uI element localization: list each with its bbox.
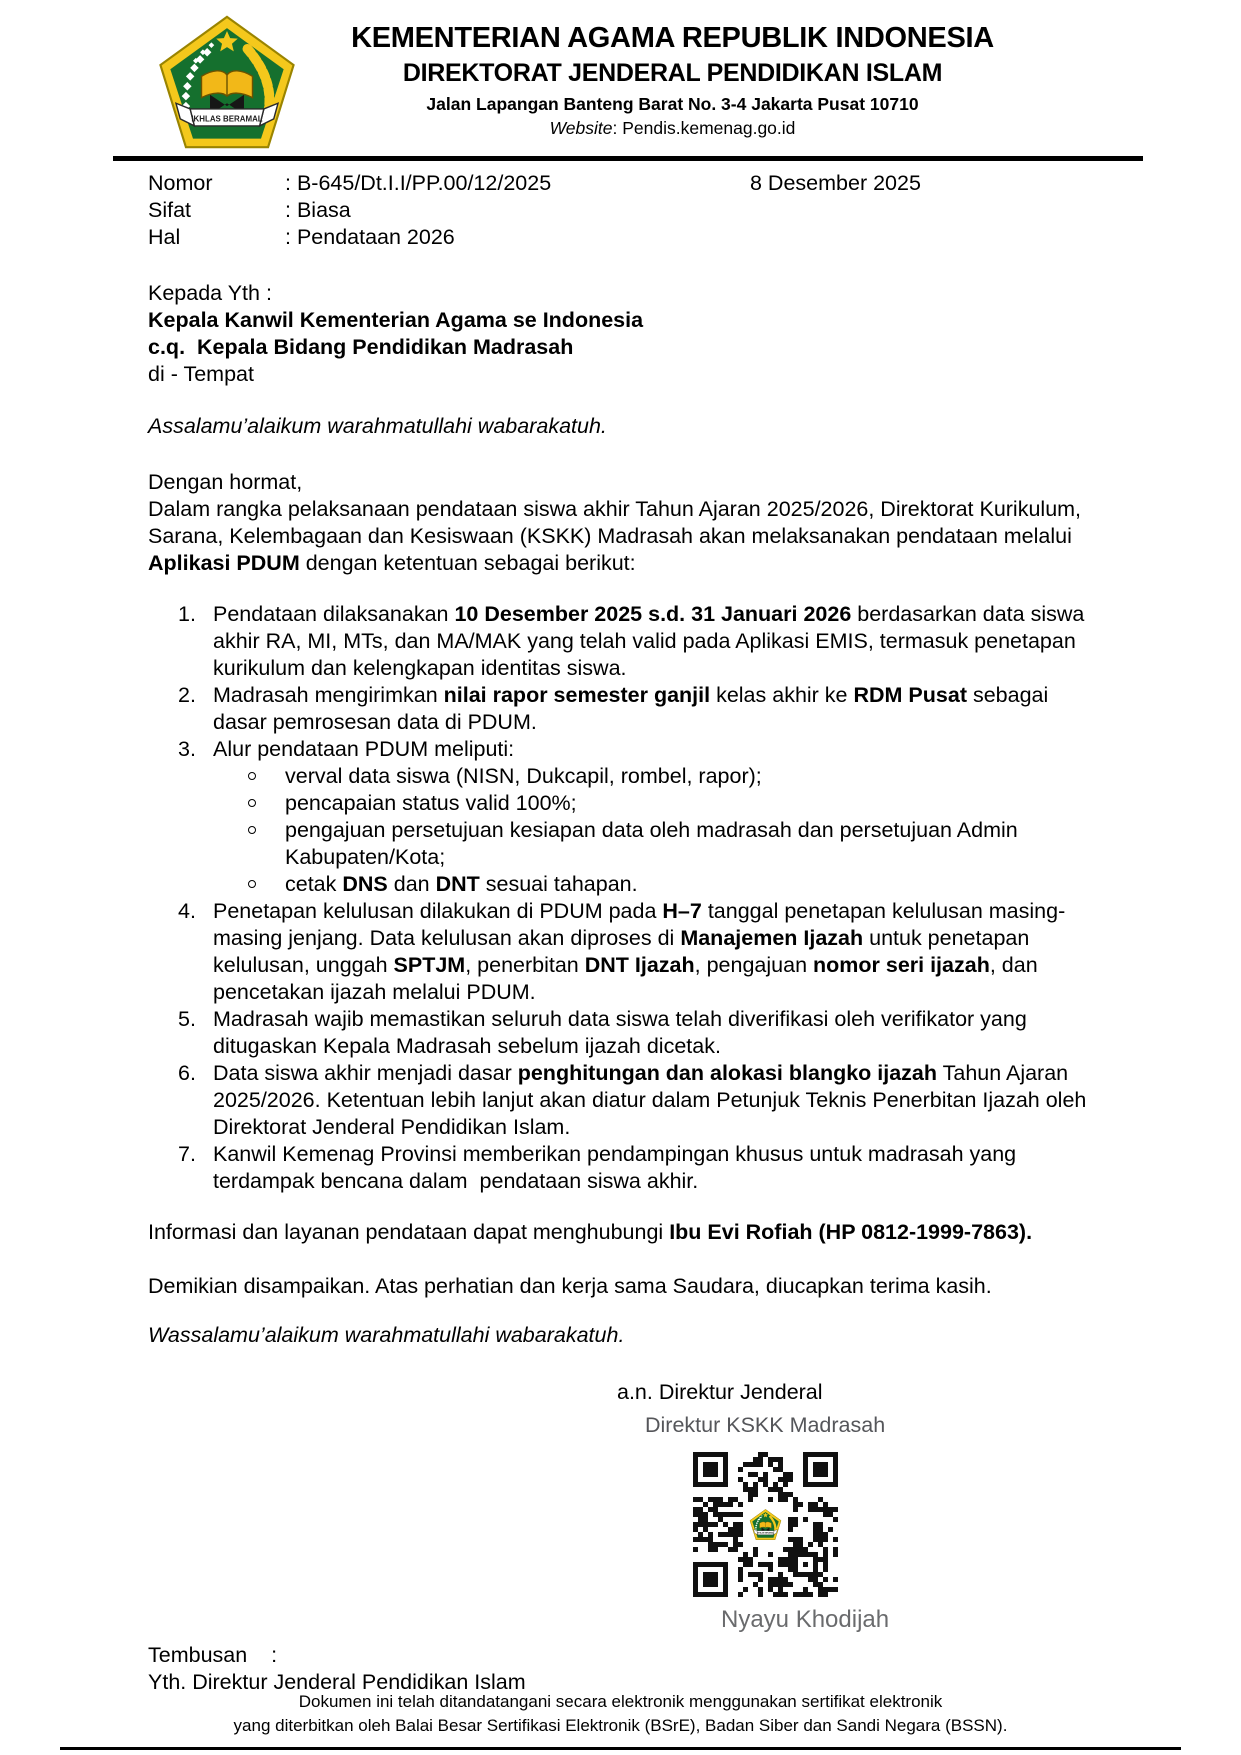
closing-salutation: Wassalamu’alaikum warahmatullahi wabarakatuh. — [148, 1323, 625, 1347]
sub-item-text: cetak DNS dan DNT sesuai tahapan. — [285, 872, 638, 896]
item-text: Madrasah wajib memastikan seluruh data siswa telah diverifikasi oleh verifikator yang ditugaskan Kepala Madrasah sebelum ijazah dicetak. — [213, 1007, 1033, 1058]
item-text: Data siswa akhir menjadi dasar penghitungan dan alokasi blangko ijazah Tahun Ajaran 2025/2026. Ketentuan lebih lanjut akan diatur dalam Petunjuk Teknis Penerbitan Ijazah oleh Direktorat Jenderal Pendidikan Islam. — [213, 1061, 1093, 1139]
sub-list-item — [213, 763, 1096, 790]
tembusan-label: Tembusan : — [148, 1643, 278, 1667]
qr-code-image — [693, 1452, 838, 1597]
sub-item-text: pengajuan persetujuan kesiapan data oleh madrasah dan persetujuan Admin Kabupaten/Kota; — [285, 818, 1024, 869]
item-number: 1. — [178, 602, 196, 626]
item-number: 7. — [178, 1142, 196, 1166]
meta-row-nomor — [148, 170, 1096, 197]
sub-item-text: verval data siswa (NISN, Dukcapil, rombel, rapor); — [285, 764, 762, 788]
intro-paragraph — [148, 469, 1096, 577]
item-text: Kanwil Kemenag Provinsi memberikan pendampingan khusus untuk madrasah yang terdampak bencana dalam pendataan siswa akhir. — [213, 1142, 1023, 1193]
ministry-name: KEMENTERIAN AGAMA REPUBLIK INDONESIA — [351, 22, 994, 54]
circle-bullet-icon — [248, 880, 256, 888]
meta-value: : Pendataan 2026 — [285, 225, 455, 249]
tembusan-recipient: Yth. Direktur Jenderal Pendidikan Islam — [148, 1670, 526, 1694]
greeting-line: Dengan hormat, — [148, 470, 303, 494]
letter-date: 8 Desember 2025 — [750, 171, 921, 195]
signatory-name: Nyayu Khodijah — [721, 1606, 890, 1633]
website-label: Website — [549, 118, 613, 138]
signature-on-behalf: a.n. Direktur Jenderal — [617, 1380, 823, 1404]
item-number: 3. — [178, 737, 196, 761]
item-number: 4. — [178, 899, 196, 923]
meta-row-hal — [148, 224, 1096, 251]
sub-list-item — [213, 871, 1096, 898]
kemenag-logo-icon — [156, 14, 298, 150]
recipient-block — [148, 280, 1096, 388]
bottom-divider — [60, 1747, 1181, 1750]
recipient-line: c.q. Kepala Bidang Pendidikan Madrasah — [148, 335, 574, 359]
opening-salutation: Assalamu’alaikum warahmatullahi wabarakatuh. — [148, 414, 607, 438]
item-text: Madrasah mengirimkan nilai rapor semester ganjil kelas akhir ke RDM Pusat sebagai dasar pemrosesan data di PDUM. — [213, 683, 1055, 734]
list-item-4 — [148, 898, 1096, 1006]
provision-list — [148, 601, 1096, 1195]
meta-label: Sifat — [148, 198, 192, 222]
meta-section — [148, 170, 1096, 251]
list-item-2 — [148, 682, 1096, 736]
list-item-6 — [148, 1060, 1096, 1141]
item-number: 6. — [178, 1061, 196, 1085]
circle-bullet-icon — [248, 772, 256, 780]
signature-title: Direktur KSKK Madrasah — [645, 1413, 886, 1437]
closing-paragraph: Demikian disampaikan. Atas perhatian dan kerja sama Saudara, diucapkan terima kasih. — [148, 1274, 992, 1298]
sub-item-text: pencapaian status valid 100%; — [285, 791, 577, 815]
meta-row-sifat — [148, 197, 1096, 224]
address-line: Jalan Lapangan Banteng Barat No. 3-4 Jakarta Pusat 10710 — [426, 94, 919, 114]
circle-bullet-icon — [248, 826, 256, 834]
footer-note — [0, 1690, 1241, 1738]
sub-list-item — [213, 790, 1096, 817]
directorate-name: DIREKTORAT JENDERAL PENDIDIKAN ISLAM — [402, 59, 943, 87]
list-item-1 — [148, 601, 1096, 682]
item-text: Alur pendataan PDUM meliputi: — [213, 737, 515, 761]
meta-label: Hal — [148, 225, 181, 249]
intro-text: Dalam rangka pelaksanaan pendataan siswa akhir Tahun Ajaran 2025/2026, Direktorat Kurikulum, Sarana, Kelembagaan dan Kesiswaan (KSKK) Madrasah akan melaksanakan pendataan melalui Aplikasi PDUM dengan ketentuan sebagai berikut: — [148, 497, 1088, 575]
recipient-line: di - Tempat — [148, 362, 254, 386]
website-value: : Pendis.kemenag.go.id — [612, 118, 796, 138]
item-text: Pendataan dilaksanakan 10 Desember 2025 s.d. 31 Januari 2026 berdasarkan data siswa akhir RA, MI, MTs, dan MA/MAK yang telah valid pada Aplikasi EMIS, termasuk penetapan kurikulum dan kelengkapan identitas siswa. — [213, 602, 1091, 680]
meta-value: : B-645/Dt.I.I/PP.00/12/2025 — [285, 171, 552, 195]
footer-line: yang diterbitkan oleh Balai Besar Sertifikasi Elektronik (BSrE), Badan Siber dan Sandi Negara (BSSN). — [233, 1716, 1008, 1735]
item-number: 2. — [178, 683, 196, 707]
recipient-line: Kepala Kanwil Kementerian Agama se Indonesia — [148, 308, 644, 332]
item-text: Penetapan kelulusan dilakukan di PDUM pada H–7 tanggal penetapan kelulusan masing-masing jenjang. Data kelulusan akan diproses di Manajemen Ijazah untuk penetapan kelulusan, unggah SPTJM, penerbitan DNT Ijazah, pengajuan nomor seri ijazah, dan pencetakan ijazah melalui PDUM. — [213, 899, 1066, 1004]
contact-info-paragraph: Informasi dan layanan pendataan dapat menghubungi Ibu Evi Rofiah (HP 0812-1999-7863). — [148, 1220, 1033, 1244]
footer-line: Dokumen ini telah ditandatangani secara elektronik menggunakan sertifikat elektronik — [298, 1692, 943, 1711]
circle-bullet-icon — [248, 799, 256, 807]
sub-list — [213, 763, 1096, 898]
list-item-5 — [148, 1006, 1096, 1060]
recipient-line: Kepada Yth : — [148, 281, 272, 305]
list-item-3 — [148, 736, 1096, 898]
meta-value: : Biasa — [285, 198, 351, 222]
letter-body — [148, 170, 1096, 1349]
meta-label: Nomor — [148, 171, 213, 195]
list-item-7 — [148, 1141, 1096, 1195]
item-number: 5. — [178, 1007, 196, 1031]
tembusan-section — [148, 1642, 526, 1696]
header-divider — [113, 156, 1143, 161]
qr-code — [693, 1452, 838, 1597]
sub-list-item — [213, 817, 1096, 871]
website-line — [300, 118, 1045, 139]
